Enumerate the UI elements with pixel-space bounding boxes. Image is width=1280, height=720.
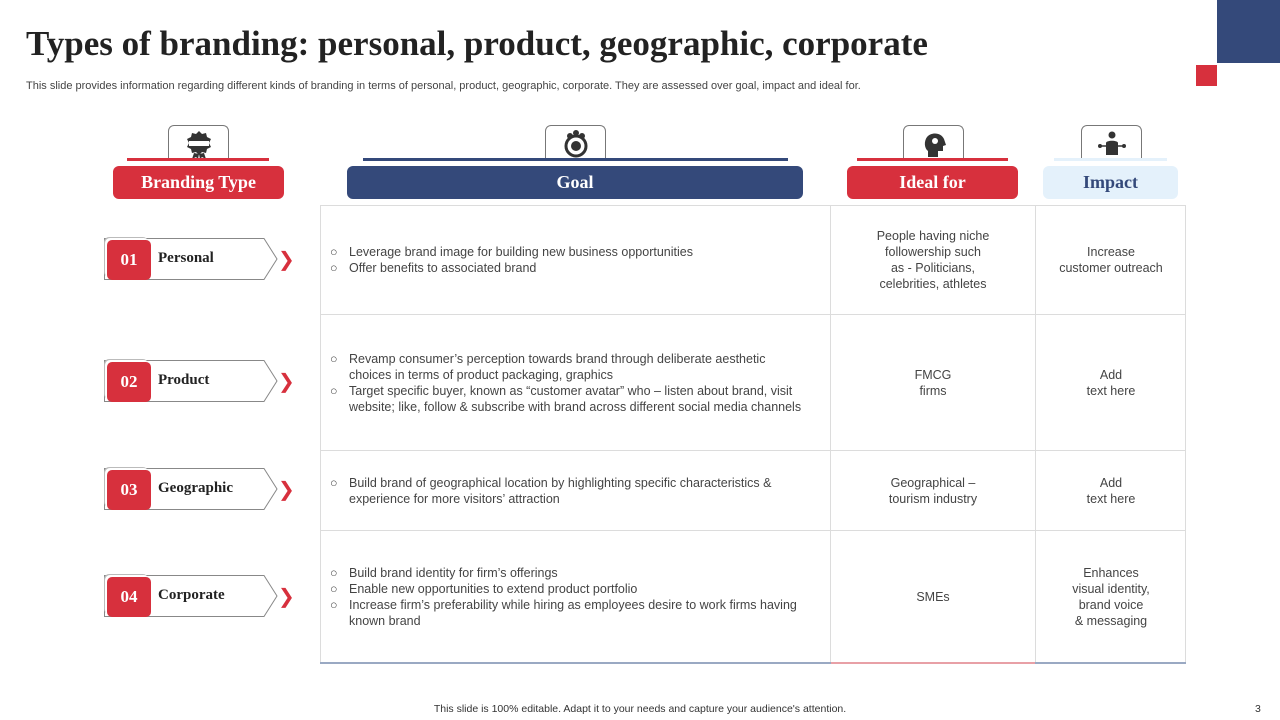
row-label-personal bbox=[104, 238, 294, 282]
row-type-label: Personal bbox=[158, 250, 214, 266]
head-idea-icon bbox=[903, 125, 964, 161]
row-number-badge: 01 bbox=[107, 240, 151, 280]
ideal-for-cell: Geographical – tourism industry bbox=[888, 476, 978, 506]
header-line-branding-type bbox=[127, 158, 269, 161]
goal-item: ○ Offer benefits to associated brand bbox=[330, 261, 537, 275]
chevron-right-icon: ❯ bbox=[278, 249, 295, 271]
businessman-network-icon bbox=[1081, 125, 1142, 161]
header-ideal-for: Ideal for bbox=[847, 166, 1018, 199]
goal-cell bbox=[330, 531, 810, 663]
row-number-badge: 02 bbox=[107, 362, 151, 402]
row-label-geographic bbox=[104, 468, 294, 512]
slide-title: Types of branding: personal, product, geographic, corporate bbox=[26, 24, 928, 63]
row-type-label: Geographic bbox=[158, 480, 233, 496]
header-line-ideal-for bbox=[857, 158, 1008, 161]
goal-item: ○ Revamp consumer’s perception towards brand through deliberate aesthetic choices in terms of product packaging, graphics bbox=[330, 352, 766, 382]
ideal-for-cell: FMCG firms bbox=[914, 368, 952, 398]
corner-decoration-blue bbox=[1217, 0, 1280, 63]
goal-list bbox=[330, 475, 810, 507]
goal-list bbox=[330, 351, 810, 415]
row-label-product bbox=[104, 360, 294, 404]
header-impact: Impact bbox=[1043, 166, 1178, 199]
ideal-for-cell: SMEs bbox=[916, 590, 950, 604]
goal-item: ○ Build brand identity for firm’s offerings bbox=[330, 566, 558, 580]
header-goal: Goal bbox=[347, 166, 803, 199]
slide-subtitle: This slide provides information regarding different kinds of branding in terms of personal, product, geographic, corporate. They are assessed over goal, impact and ideal for. bbox=[26, 80, 861, 92]
row-type-label: Product bbox=[158, 372, 210, 388]
chevron-right-icon: ❯ bbox=[278, 371, 295, 393]
goal-item: ○ Enable new opportunities to extend product portfolio bbox=[330, 582, 638, 596]
badge-award-icon bbox=[168, 125, 229, 161]
row-number-badge: 03 bbox=[107, 470, 151, 510]
goal-list bbox=[330, 565, 810, 629]
ideal-for-cell: People having niche followership such as - Politicians, celebrities, athletes bbox=[876, 229, 990, 291]
header-line-impact bbox=[1054, 158, 1167, 161]
row-type-label: Corporate bbox=[158, 587, 225, 603]
header-branding-type: Branding Type bbox=[113, 166, 284, 199]
goal-item: ○ Target specific buyer, known as “customer avatar” who – listen about brand, visit website; like, follow & subscribe with brand across different social media channels bbox=[330, 384, 802, 414]
row-number-badge: 04 bbox=[107, 577, 151, 617]
target-gear-icon bbox=[545, 125, 606, 161]
goal-list bbox=[330, 244, 820, 276]
page-number: 3 bbox=[1255, 703, 1261, 715]
impact-cell: Add text here bbox=[1086, 368, 1136, 398]
slide-footer: This slide is 100% editable. Adapt it to your needs and capture your audience's attention. bbox=[433, 703, 847, 715]
header-line-goal bbox=[363, 158, 788, 161]
goal-cell bbox=[330, 451, 810, 531]
goal-item: ○ Leverage brand image for building new business opportunities bbox=[330, 245, 693, 259]
goal-item: ○ Increase firm’s preferability while hiring as employees desire to work firms having known brand bbox=[330, 598, 797, 628]
row-label-corporate bbox=[104, 575, 294, 619]
corner-decoration-red bbox=[1196, 65, 1217, 86]
chevron-right-icon: ❯ bbox=[278, 479, 295, 501]
impact-cell: Increase customer outreach bbox=[1059, 245, 1163, 275]
impact-cell: Add text here bbox=[1086, 476, 1136, 506]
chevron-right-icon: ❯ bbox=[278, 586, 295, 608]
goal-cell bbox=[330, 205, 820, 315]
goal-cell bbox=[330, 315, 810, 451]
impact-cell: Enhances visual identity, brand voice & messaging bbox=[1072, 566, 1150, 628]
goal-item: ○ Build brand of geographical location by highlighting specific characteristics & experience for more visitors’ attraction bbox=[330, 476, 772, 506]
